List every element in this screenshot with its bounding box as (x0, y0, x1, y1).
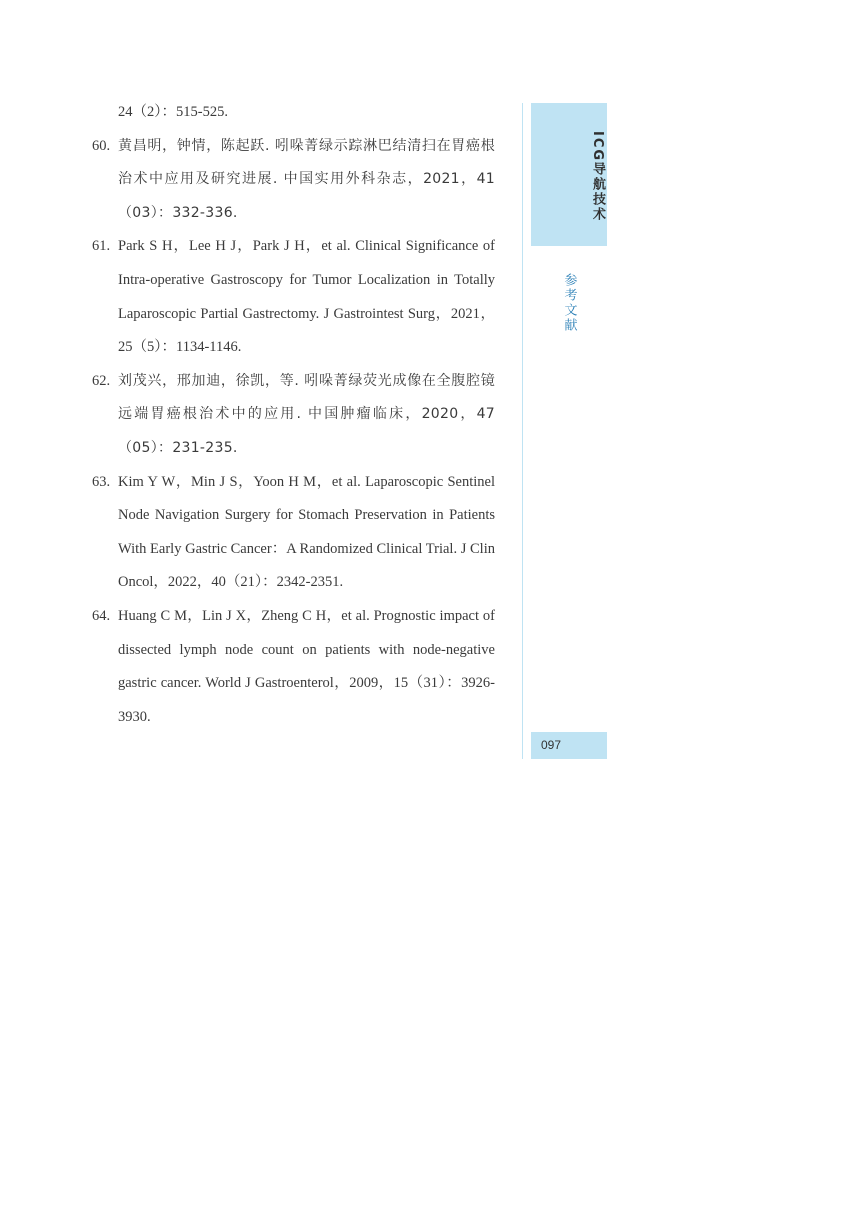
section-title: 参考文献 (561, 273, 577, 333)
reference-list (92, 96, 495, 734)
reference-number: 64. (92, 607, 111, 624)
column-divider (522, 103, 523, 759)
reference-item-64 (92, 600, 495, 734)
reference-number: 60. (92, 137, 111, 154)
chapter-tab (531, 103, 607, 246)
page-number-box (531, 732, 607, 759)
reference-continuation (92, 96, 495, 130)
reference-item-61 (92, 230, 495, 364)
reference-text: Kim Y W，Min J S，Yoon H M，et al. Laparoscopic Sentinel Node Navigation Surgery for Stomach Preservation in Patients With Early Gastric Cancer：A Randomized Clinical Trial. J Clin Oncol，2022，40（21）：2342-2351. (118, 473, 495, 591)
section-label (531, 273, 607, 338)
reference-text: Huang C M，Lin J X，Zheng C H，et al. Prognostic impact of dissected lymph node count on patients with node-negative gastric cancer. World J Gastroenterol，2009，15（31）：3926-3930. (118, 607, 495, 725)
chapter-title: ICG导航技术 (590, 131, 605, 223)
reference-text: 黄昌明，钟情，陈起跃. 吲哚菁绿示踪淋巴结清扫在胃癌根治术中应用及研究进展. 中国实用外科杂志，2021，41（03）：332-336. (118, 137, 495, 221)
reference-number: 62. (92, 372, 111, 389)
reference-number: 61. (92, 238, 111, 255)
page-number: 097 (541, 738, 562, 752)
reference-item-60 (92, 130, 495, 231)
reference-number: 63. (92, 473, 111, 490)
reference-text: Park S H，Lee H J，Park J H，et al. Clinical Significance of Intra-operative Gastroscopy for Tumor Localization in Totally Laparoscopic Partial Gastrectomy. J Gastrointest Surg，2021，25（5）：1134-1146. (118, 238, 495, 356)
reference-text: 24（2）：515-525. (118, 104, 228, 120)
reference-item-63 (92, 466, 495, 600)
reference-item-62 (92, 365, 495, 466)
reference-text: 刘茂兴，邢加迪，徐凯，等. 吲哚菁绿荧光成像在全腹腔镜远端胃癌根治术中的应用. 中国肿瘤临床，2020，47（05）：231-235. (118, 372, 495, 456)
